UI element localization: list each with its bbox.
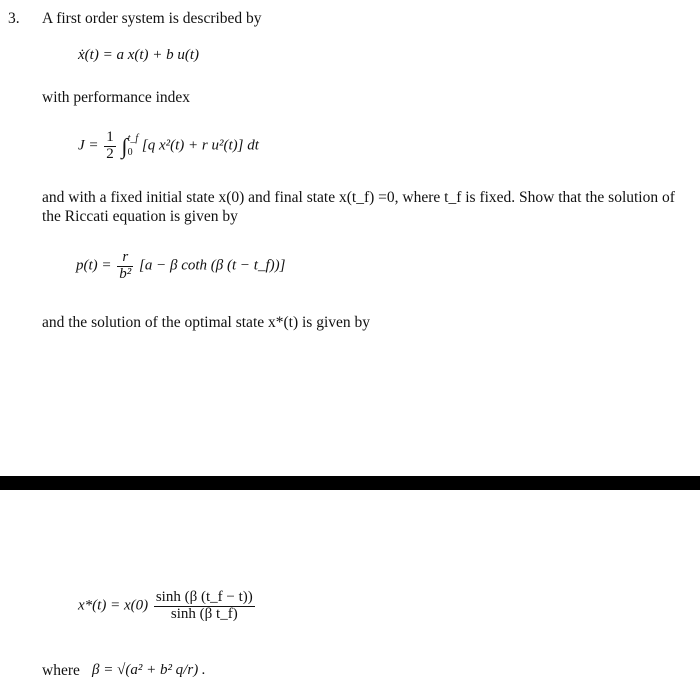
- j-fraction: [104, 130, 116, 163]
- problem-number: 3.: [8, 10, 20, 27]
- intro-text: A first order system is described by: [42, 10, 262, 27]
- p-fraction: [117, 250, 133, 283]
- j-lhs: J =: [78, 137, 99, 154]
- x-lhs: x*(t) = x(0): [78, 597, 149, 614]
- conditions-line-2: the Riccati equation is given by: [42, 208, 238, 225]
- where-label: where: [42, 662, 80, 679]
- beta-equation: β = √(a² + b² q/r) .: [92, 662, 206, 678]
- j-integrand: [q x²(t) + r u²(t)] dt: [141, 137, 259, 154]
- system-equation: ẋ(t) = a x(t) + b u(t): [78, 47, 200, 63]
- p-body: [a − β coth (β (t − t_f))]: [139, 257, 286, 274]
- integral-lower-limit: 0: [127, 147, 133, 159]
- x-fraction-denominator: sinh (β t_f): [170, 605, 238, 622]
- divider-bar: [0, 476, 700, 490]
- performance-index-label: with performance index: [42, 89, 191, 106]
- integral-sign: ∫: [121, 133, 128, 159]
- integral-upper-limit: t_f: [127, 133, 139, 145]
- x-fraction-numerator: sinh (β (t_f − t)): [155, 589, 253, 605]
- p-fraction-denominator: b²: [119, 265, 132, 282]
- j-fraction-denominator: 2: [106, 145, 114, 162]
- integral-limits: [128, 132, 139, 160]
- p-lhs: p(t) =: [76, 257, 112, 274]
- p-fraction-numerator: r: [117, 250, 133, 267]
- optimal-state-equation: [78, 590, 257, 623]
- performance-index-equation: [78, 130, 259, 163]
- optimal-state-intro: and the solution of the optimal state x*(t) is given by: [42, 314, 371, 331]
- j-fraction-numerator: 1: [106, 129, 114, 145]
- x-fraction: [154, 590, 255, 623]
- riccati-solution-equation: [76, 250, 285, 283]
- conditions-line-1: and with a fixed initial state x(0) and final state x(t_f) =0, where t_f is fixed. Show that the solution of: [42, 189, 675, 206]
